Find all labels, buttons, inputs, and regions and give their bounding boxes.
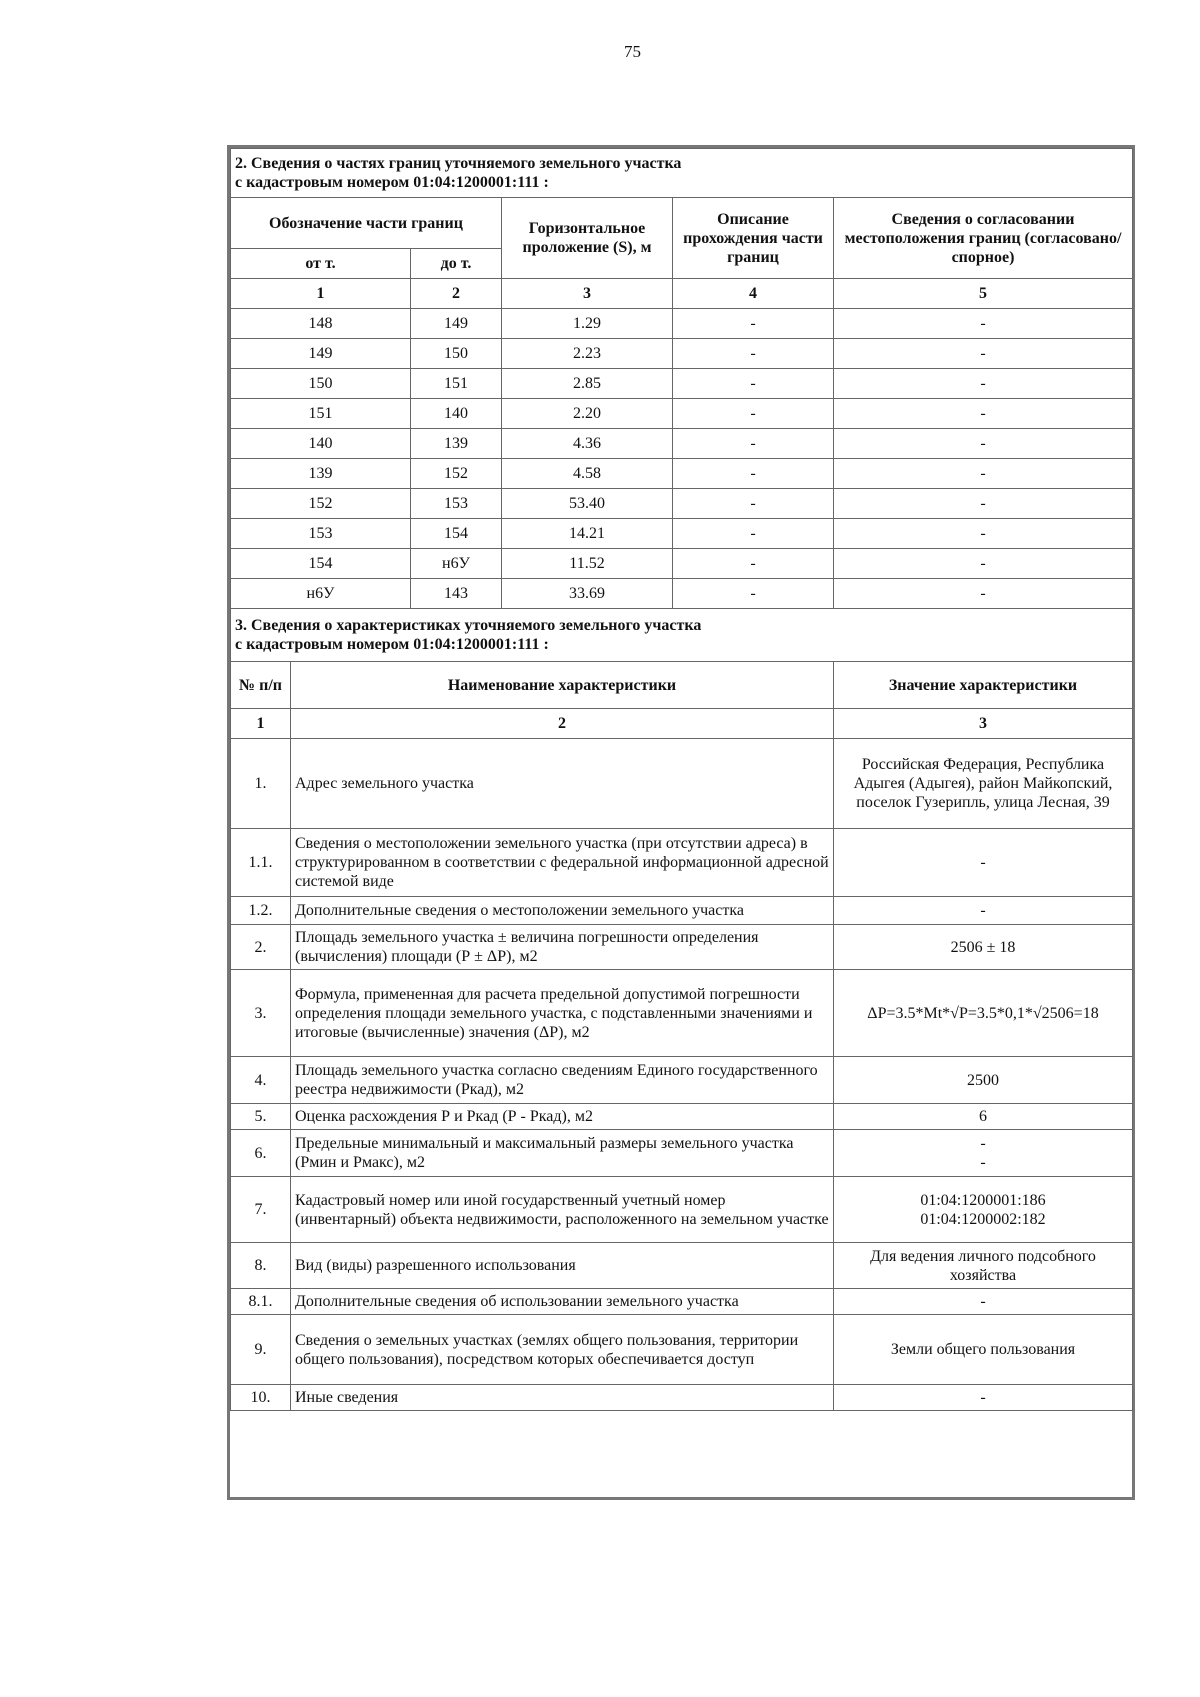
cell-agreement: -: [834, 519, 1133, 549]
table-row: [231, 429, 1133, 459]
cell-from: 154: [231, 549, 411, 579]
table-row: [231, 739, 1133, 829]
col-number: 5: [834, 279, 1133, 309]
cell-value: -: [834, 1385, 1133, 1411]
cell-from: 153: [231, 519, 411, 549]
cell-value: Российская Федерация, Республика Адыгея (Адыгея), район Майкопский, поселок Гузерипль, улица Лесная, 39: [834, 739, 1133, 829]
col-number: 1: [231, 279, 411, 309]
section3-title-row: [231, 609, 1133, 662]
cell-from: 152: [231, 489, 411, 519]
cell-description: -: [673, 369, 834, 399]
cell-num: 8.: [231, 1243, 291, 1289]
cell-description: -: [673, 339, 834, 369]
header-from: от т.: [231, 249, 411, 279]
cell-from: 149: [231, 339, 411, 369]
header-agreement: Сведения о согласовании местоположения границ (согласовано/спорное): [834, 198, 1133, 279]
page-number: 75: [624, 42, 641, 61]
cell-to: 139: [411, 429, 502, 459]
table-row: [231, 399, 1133, 429]
cell-from: 150: [231, 369, 411, 399]
cell-name: Предельные минимальный и максимальный размеры земельного участка (Рмин и Рмакс), м2: [291, 1130, 834, 1177]
header-name: Наименование характеристики: [291, 662, 834, 709]
header-part-designation: Обозначение части границ: [231, 198, 502, 249]
table-row: [231, 829, 1133, 897]
col-number: 3: [834, 709, 1133, 739]
table-row: [231, 489, 1133, 519]
cell-num: 7.: [231, 1177, 291, 1243]
cell-value: -: [834, 1289, 1133, 1315]
table-row: [231, 1243, 1133, 1289]
cell-value: 2506 ± 18: [834, 925, 1133, 970]
table-row: [231, 1104, 1133, 1130]
document-frame: [227, 145, 1135, 1500]
table-row: [231, 339, 1133, 369]
table-row: [231, 1177, 1133, 1243]
cell-to: 143: [411, 579, 502, 609]
table-row: [231, 369, 1133, 399]
col-number: 2: [411, 279, 502, 309]
table-row: [231, 309, 1133, 339]
cell-agreement: -: [834, 339, 1133, 369]
cell-horizontal: 2.85: [502, 369, 673, 399]
section2-title-line2: с кадастровым номером 01:04:1200001:111 :: [235, 174, 549, 191]
table-row: [231, 1315, 1133, 1385]
cell-value-line: 01:04:1200002:182: [920, 1210, 1046, 1228]
cell-num: 8.1.: [231, 1289, 291, 1315]
cell-description: -: [673, 579, 834, 609]
cell-agreement: -: [834, 399, 1133, 429]
section2-header-row-1: [231, 198, 1133, 249]
section2-title-line1: 2. Сведения о частях границ уточняемого земельного участка: [235, 155, 682, 172]
cell-value: Земли общего пользования: [834, 1315, 1133, 1385]
table-row: [231, 925, 1133, 970]
cell-from: 139: [231, 459, 411, 489]
cell-horizontal: 2.20: [502, 399, 673, 429]
cell-name: Сведения о земельных участках (землях общего пользования, территории общего пользования), посредством которых обеспечивается доступ: [291, 1315, 834, 1385]
cell-horizontal: 4.36: [502, 429, 673, 459]
header-value: Значение характеристики: [834, 662, 1133, 709]
cell-value-line: -: [980, 1135, 986, 1152]
table-row: [231, 579, 1133, 609]
header-description: Описание прохождения части границ: [673, 198, 834, 279]
col-number: 3: [502, 279, 673, 309]
cell-value: 6: [834, 1104, 1133, 1130]
cell-value: ΔP=3.5*Mt*√P=3.5*0,1*√2506=18: [834, 970, 1133, 1057]
cell-agreement: -: [834, 549, 1133, 579]
cell-value-line: 01:04:1200001:186: [920, 1191, 1046, 1209]
cell-name: Площадь земельного участка ± величина погрешности определения (вычисления) площади (Р ± ΔР), м2: [291, 925, 834, 970]
section3-header-row: [231, 662, 1133, 709]
table-row: [231, 549, 1133, 579]
cell-description: -: [673, 399, 834, 429]
cell-value: -: [834, 897, 1133, 925]
cell-to: 140: [411, 399, 502, 429]
section2-col-numbers: [231, 279, 1133, 309]
cell-value: -: [834, 829, 1133, 897]
cell-value-line: -: [980, 1154, 986, 1171]
table-row: [231, 1057, 1133, 1104]
cell-to: 150: [411, 339, 502, 369]
header-to: до т.: [411, 249, 502, 279]
cell-name: Формула, примененная для расчета предельной допустимой погрешности определения площади земельного участка, с подставленными значениями и итоговые (вычисленные) значения (ΔР), м2: [291, 970, 834, 1057]
cell-from: н6У: [231, 579, 411, 609]
cell-agreement: -: [834, 459, 1133, 489]
cell-num: 2.: [231, 925, 291, 970]
cell-num: 3.: [231, 970, 291, 1057]
cell-description: -: [673, 549, 834, 579]
cell-name: Кадастровый номер или иной государственный учетный номер (инвентарный) объекта недвижимости, расположенного на земельном участке: [291, 1177, 834, 1243]
table-row: [231, 970, 1133, 1057]
cell-name: Оценка расхождения Р и Ркад (Р - Ркад), м2: [291, 1104, 834, 1130]
cell-num: 9.: [231, 1315, 291, 1385]
cell-num: 5.: [231, 1104, 291, 1130]
header-horizontal: Горизонтальное проложение (S), м: [502, 198, 673, 279]
header-num: № п/п: [231, 662, 291, 709]
table-row: [231, 1130, 1133, 1177]
col-number: 2: [291, 709, 834, 739]
cadastral-table: [230, 148, 1133, 1411]
cell-to: 152: [411, 459, 502, 489]
section3-col-numbers: [231, 709, 1133, 739]
table-row: [231, 897, 1133, 925]
cell-from: 140: [231, 429, 411, 459]
cell-from: 151: [231, 399, 411, 429]
cell-value: 2500: [834, 1057, 1133, 1104]
cell-value: [834, 1130, 1133, 1177]
section3-title-line2: с кадастровым номером 01:04:1200001:111 :: [235, 636, 549, 653]
table-row: [231, 519, 1133, 549]
cell-description: -: [673, 519, 834, 549]
cell-value: Для ведения личного подсобного хозяйства: [834, 1243, 1133, 1289]
cell-horizontal: 4.58: [502, 459, 673, 489]
section2-title: [231, 149, 1133, 198]
cell-horizontal: 11.52: [502, 549, 673, 579]
cell-name: Дополнительные сведения об использовании земельного участка: [291, 1289, 834, 1315]
cell-name: Иные сведения: [291, 1385, 834, 1411]
cell-to: 149: [411, 309, 502, 339]
table-row: [231, 459, 1133, 489]
cell-horizontal: 14.21: [502, 519, 673, 549]
cell-horizontal: 53.40: [502, 489, 673, 519]
cell-horizontal: 33.69: [502, 579, 673, 609]
cell-to: 154: [411, 519, 502, 549]
cell-name: Дополнительные сведения о местоположении земельного участка: [291, 897, 834, 925]
cell-name: Площадь земельного участка согласно сведениям Единого государственного реестра недвижимости (Ркад), м2: [291, 1057, 834, 1104]
table-row: [231, 1289, 1133, 1315]
cell-description: -: [673, 459, 834, 489]
cell-name: Сведения о местоположении земельного участка (при отсутствии адреса) в структурированном в соответствии с федеральной информационной адресной системой виде: [291, 829, 834, 897]
cell-num: 4.: [231, 1057, 291, 1104]
cell-horizontal: 2.23: [502, 339, 673, 369]
cell-num: 6.: [231, 1130, 291, 1177]
cell-description: -: [673, 309, 834, 339]
section3-title: [231, 609, 1133, 662]
cell-agreement: -: [834, 579, 1133, 609]
table-row: [231, 1385, 1133, 1411]
cell-num: 1.1.: [231, 829, 291, 897]
cell-num: 10.: [231, 1385, 291, 1411]
cell-agreement: -: [834, 309, 1133, 339]
col-number: 4: [673, 279, 834, 309]
cell-description: -: [673, 429, 834, 459]
cell-num: 1.2.: [231, 897, 291, 925]
cell-value: [834, 1177, 1133, 1243]
section3-title-line1: 3. Сведения о характеристиках уточняемого земельного участка: [235, 617, 702, 634]
cell-num: 1.: [231, 739, 291, 829]
cell-to: н6У: [411, 549, 502, 579]
cell-agreement: -: [834, 429, 1133, 459]
cell-to: 151: [411, 369, 502, 399]
cell-description: -: [673, 489, 834, 519]
col-number: 1: [231, 709, 291, 739]
cell-name: Вид (виды) разрешенного использования: [291, 1243, 834, 1289]
cell-to: 153: [411, 489, 502, 519]
section2-title-row: [231, 149, 1133, 198]
cell-from: 148: [231, 309, 411, 339]
cell-name: Адрес земельного участка: [291, 739, 834, 829]
cell-agreement: -: [834, 369, 1133, 399]
cell-horizontal: 1.29: [502, 309, 673, 339]
cell-agreement: -: [834, 489, 1133, 519]
